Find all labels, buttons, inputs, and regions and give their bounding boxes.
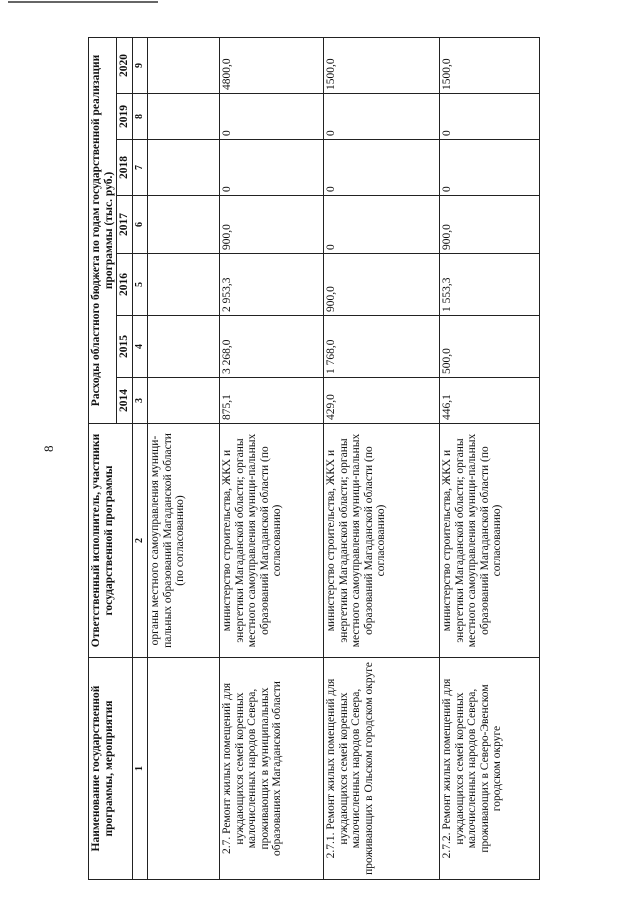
cell-executor: министерство строительства, ЖКХ и энергетики Магаданской области; органы местного самоуправления муници-пальных образований Магаданской области (по согласованию) [220, 424, 324, 658]
cell-value: 900,0 [324, 254, 440, 316]
table-row [148, 37, 220, 879]
cell-name [148, 658, 220, 880]
header-year: 2019 [117, 94, 133, 140]
rotated-table-container [88, 38, 545, 880]
header-year: 2016 [117, 254, 133, 316]
column-index: 5 [132, 254, 148, 316]
header-year: 2020 [117, 37, 133, 93]
cell-value: 1 553,3 [440, 254, 540, 316]
column-index: 8 [132, 94, 148, 140]
cell-value: 429,0 [324, 378, 440, 424]
column-index: 1 [132, 658, 148, 880]
cell-value [148, 94, 220, 140]
column-index: 6 [132, 196, 148, 254]
cell-value: 0 [324, 140, 440, 196]
cell-value: 2 953,3 [220, 254, 324, 316]
cell-value [148, 378, 220, 424]
cell-value: 1 768,0 [324, 316, 440, 378]
cell-value: 900,0 [440, 196, 540, 254]
scan-edge-mark [8, 1, 158, 3]
cell-value: 500,0 [440, 316, 540, 378]
column-index: 2 [132, 424, 148, 658]
cell-value [148, 37, 220, 93]
header-year: 2018 [117, 140, 133, 196]
cell-name: 2.7.1. Ремонт жилых помещений для нуждающихся семей коренных малочисленных народов Севера, проживающих в Ольском городском округе [324, 658, 440, 880]
table-row [220, 37, 324, 879]
cell-name: 2.7.2. Ремонт жилых помещений для нуждающихся семей коренных малочисленных народов Севера, проживающих в Северо-Эвенском городском округе [440, 658, 540, 880]
cell-value: 0 [220, 140, 324, 196]
cell-executor: министерство строительства, ЖКХ и энергетики Магаданской области; органы местного самоуправления муници-пальных образований Магаданской области (по согласованию) [324, 424, 440, 658]
cell-value [148, 254, 220, 316]
cell-value: 3 268,0 [220, 316, 324, 378]
header-expenses: Расходы областного бюджета по годам государственной реализации программы (тыс. руб.) [89, 37, 117, 423]
cell-value: 0 [440, 94, 540, 140]
cell-value [148, 196, 220, 254]
budget-table [88, 37, 540, 880]
cell-value: 1500,0 [440, 37, 540, 93]
header-year: 2015 [117, 316, 133, 378]
cell-value: 0 [324, 94, 440, 140]
cell-value: 0 [440, 140, 540, 196]
cell-executor: органы местного самоуправления муници-пальных образований Магаданской области (по согласованию) [148, 424, 220, 658]
cell-executor: министерство строительства, ЖКХ и энергетики Магаданской области; органы местного самоуправления муници-пальных образований Магаданской области (по согласованию) [440, 424, 540, 658]
cell-value: 0 [220, 94, 324, 140]
column-index: 9 [132, 37, 148, 93]
cell-value: 0 [324, 196, 440, 254]
column-index: 3 [132, 378, 148, 424]
page-number: 8 [41, 445, 56, 452]
cell-value [148, 140, 220, 196]
cell-value: 446,1 [440, 378, 540, 424]
table-row [440, 37, 540, 879]
cell-value: 900,0 [220, 196, 324, 254]
cell-value: 4800,0 [220, 37, 324, 93]
cell-value: 875,1 [220, 378, 324, 424]
header-year: 2017 [117, 196, 133, 254]
cell-name: 2.7. Ремонт жилых помещений для нуждающихся семей коренных малочисленных народов Севера, проживающих в муниципальных образованиях Магаданской области [220, 658, 324, 880]
column-index: 7 [132, 140, 148, 196]
header-executor: Ответственный исполнитель, участники государственной программы [89, 424, 133, 658]
cell-value [148, 316, 220, 378]
table-row [324, 37, 440, 879]
cell-value: 1500,0 [324, 37, 440, 93]
header-name: Наименование государственной программы, мероприятия [89, 658, 133, 880]
column-index: 4 [132, 316, 148, 378]
header-year: 2014 [117, 378, 133, 424]
